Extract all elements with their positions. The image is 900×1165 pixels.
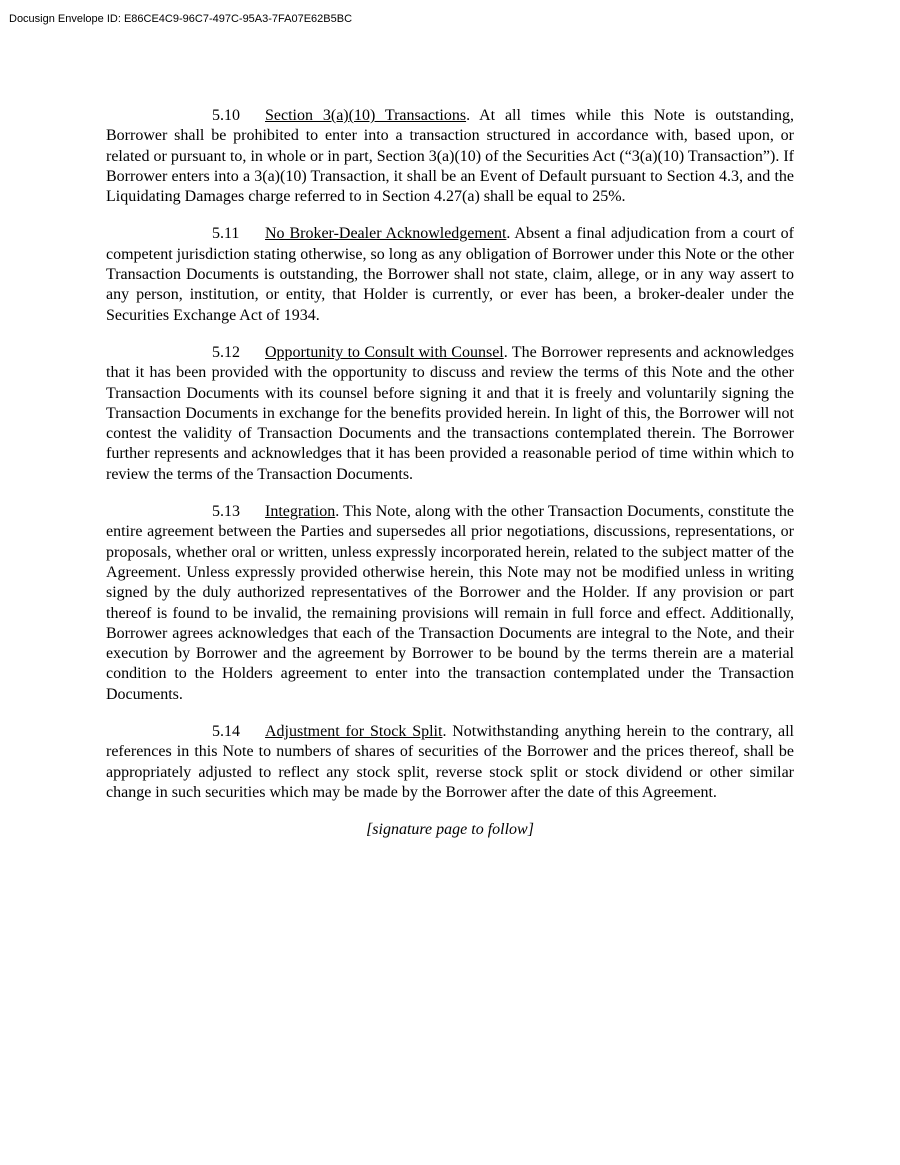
section-number: 5.12 (212, 343, 240, 361)
section-body: . Absent a final adjudication from a court of competent jurisdiction stating otherwise, so long as any obligation of Borrower under this Note or the other Transaction Documents is outstanding, the Borrower shall not state, claim, allege, or in any way assert to any person, institution, or entity, that Holder is currently, or ever has been, a broker-dealer under the Securities Exchange Act of 1934. (106, 225, 795, 324)
section-heading: No Broker-Dealer Acknowledgement (265, 225, 507, 243)
section-number: 5.10 (212, 107, 240, 124)
section-number: 5.11 (212, 225, 240, 243)
section-5-14 (106, 722, 794, 803)
section-number: 5.13 (212, 503, 240, 521)
section-5-11 (106, 224, 794, 325)
section-body: . Notwithstanding anything herein to the contrary, all references in this Note to numbers of shares of securities of the Borrower and the prices thereof, shall be appropriately adjusted to reflect any stock split, reverse stock split or stock dividend or other similar change in such securities which may be made by the Borrower after the date of this Agreement. (106, 723, 794, 801)
section-heading: Opportunity to Consult with Counsel (265, 343, 504, 361)
section-heading: Adjustment for Stock Split (265, 723, 443, 741)
envelope-id: Docusign Envelope ID: E86CE4C9-96C7-497C-95A3-7FA07E62B5BC (9, 13, 353, 25)
section-body: . This Note, along with the other Transaction Documents, constitute the entire agreement between the Parties and supersedes all prior negotiations, discussions, representations, or proposals, whether oral or written, unless expressly incorporated herein, related to the subject matter of the Agreement. Unless expressly provided otherwise herein, this Note may not be modified unless in writing signed by the duly authorized representatives of the Borrower and the Holder. If any provision or part thereof is found to be invalid, the remaining provisions will remain in full force and effect. Additionally, Borrower agrees acknowledges that each of the Transaction Documents are integral to the Note, and their execution by Borrower and the agreement by Borrower to be bound by the terms therein are a material condition to the Holders agreement to enter into the transaction contemplated under the Transaction Documents. (106, 503, 794, 703)
section-heading: Integration (265, 503, 336, 521)
section-5-10 (106, 106, 794, 207)
section-number: 5.14 (212, 723, 240, 741)
document-body (106, 106, 794, 857)
section-heading: Section 3(a)(10) Transactions (265, 107, 467, 124)
section-5-12 (106, 343, 794, 485)
signature-page-note: [signature page to follow] (366, 821, 534, 839)
section-body: . The Borrower represents and acknowledges that it has been provided with the opportunity to discuss and review the terms of this Note and the other Transaction Documents with its counsel before signing it and that it is freely and voluntarily signing the Transaction Documents in exchange for the benefits provided herein. In light of this, the Borrower will not contest the validity of Transaction Documents and the transactions contemplated therein. The Borrower further represents and acknowledges that it has been provided a reasonable period of time within which to review the terms of the Transaction Documents. (106, 343, 794, 483)
section-5-13 (106, 502, 794, 705)
section-body: . At all times while this Note is outstanding, Borrower shall be prohibited to enter into a transaction structured in accordance with, based upon, or related or pursuant to, in whole or in part, Section 3(a)(10) of the Securities Act (“3(a)(10) Transaction”). If Borrower enters into a 3(a)(10) Transaction, it shall be an Event of Default pursuant to Section 4.3, and the Liquidating Damages charge referred to in Section 4.27(a) shall be equal to 25%. (106, 107, 795, 206)
